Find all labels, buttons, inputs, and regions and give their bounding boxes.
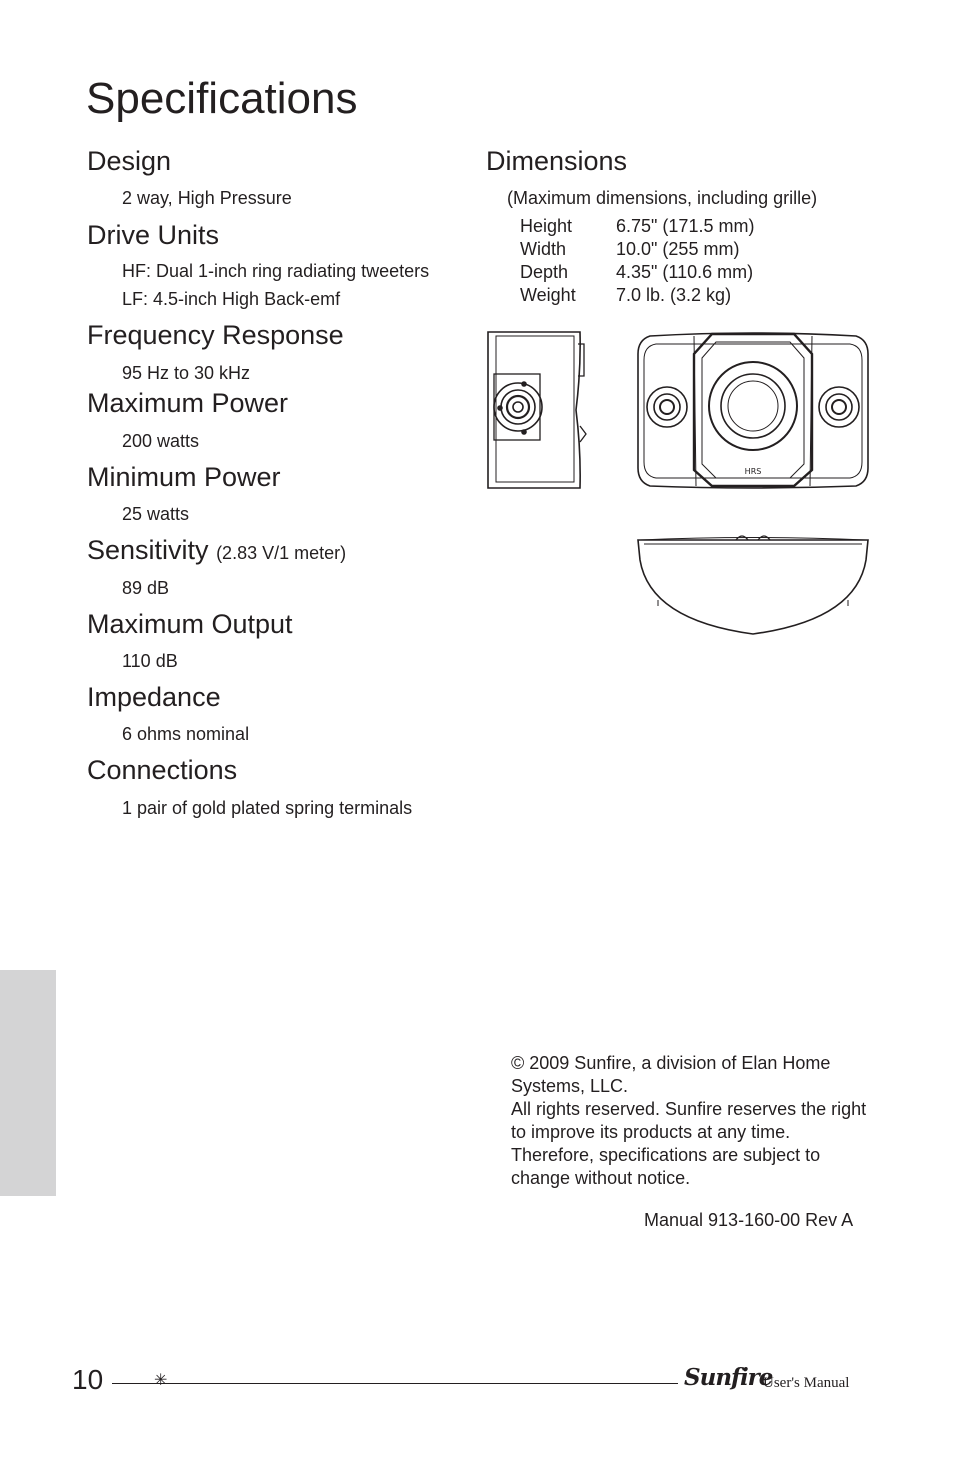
rights-statement: All rights reserved. Sunfire reserves the right to improve its products at any time. Therefore, specifications are subject to change without notice.	[511, 1099, 867, 1188]
dimension-value: 10.0" (255 mm)	[616, 239, 740, 259]
spec-heading-frequency-response: Frequency Response	[87, 320, 344, 350]
spec-value-design: 2 way, High Pressure	[122, 188, 292, 208]
copyright-notice	[511, 1052, 871, 1190]
page-title: Specifications	[86, 74, 358, 123]
brand-logo: Sunfire	[684, 1364, 773, 1391]
spec-value-sensitivity: 89 dB	[122, 578, 170, 598]
dimension-value: 7.0 lb. (3.2 kg)	[616, 285, 732, 305]
spec-value-connections: 1 pair of gold plated spring terminals	[122, 798, 413, 818]
spec-heading-sensitivity-label: Sensitivity	[87, 535, 209, 565]
dimension-label: Depth	[520, 262, 569, 282]
star-icon: ✳	[154, 1372, 168, 1389]
spec-value-frequency-response: 95 Hz to 30 kHz	[122, 363, 251, 383]
spec-value-drive-units-lf: LF: 4.5-inch High Back-emf	[122, 289, 341, 309]
speaker-badge: HRS	[744, 467, 762, 476]
spec-heading-sensitivity-note: (2.83 V/1 meter)	[216, 543, 347, 563]
spec-value-minimum-power: 25 watts	[122, 504, 190, 524]
spec-value-maximum-power: 200 watts	[122, 431, 200, 451]
spec-heading-maximum-output: Maximum Output	[87, 609, 293, 639]
spec-heading-drive-units: Drive Units	[87, 220, 220, 250]
side-tab	[0, 970, 56, 1196]
dimensions-note: (Maximum dimensions, including grille)	[507, 188, 818, 208]
footer-divider	[112, 1383, 678, 1384]
speaker-front-view-drawing	[636, 330, 870, 490]
dimension-value: 4.35" (110.6 mm)	[616, 262, 754, 282]
dimension-label: Height	[520, 216, 573, 236]
speaker-top-view-drawing	[636, 530, 870, 640]
speaker-side-view-drawing	[484, 330, 590, 490]
spec-value-maximum-output: 110 dB	[122, 651, 178, 671]
manual-revision: Manual 913-160-00 Rev A	[644, 1210, 854, 1230]
copyright-line: © 2009 Sunfire, a division of Elan Home Systems, LLC.	[511, 1053, 831, 1096]
spec-heading-connections: Connections	[87, 755, 238, 785]
dimension-value: 6.75" (171.5 mm)	[616, 216, 755, 236]
manual-label: User's Manual	[763, 1375, 850, 1391]
spec-heading-design: Design	[87, 146, 172, 176]
spec-heading-minimum-power: Minimum Power	[87, 462, 281, 492]
page-number: 10	[72, 1364, 104, 1395]
spec-value-impedance: 6 ohms nominal	[122, 724, 250, 744]
spec-heading-maximum-power: Maximum Power	[87, 388, 289, 418]
dimensions-heading: Dimensions	[486, 146, 628, 176]
spec-heading-impedance: Impedance	[87, 682, 221, 712]
dimension-label: Weight	[520, 285, 576, 305]
dimension-label: Width	[520, 239, 567, 259]
spec-heading-sensitivity	[87, 537, 346, 564]
spec-value-drive-units-hf: HF: Dual 1-inch ring radiating tweeters	[122, 261, 430, 281]
